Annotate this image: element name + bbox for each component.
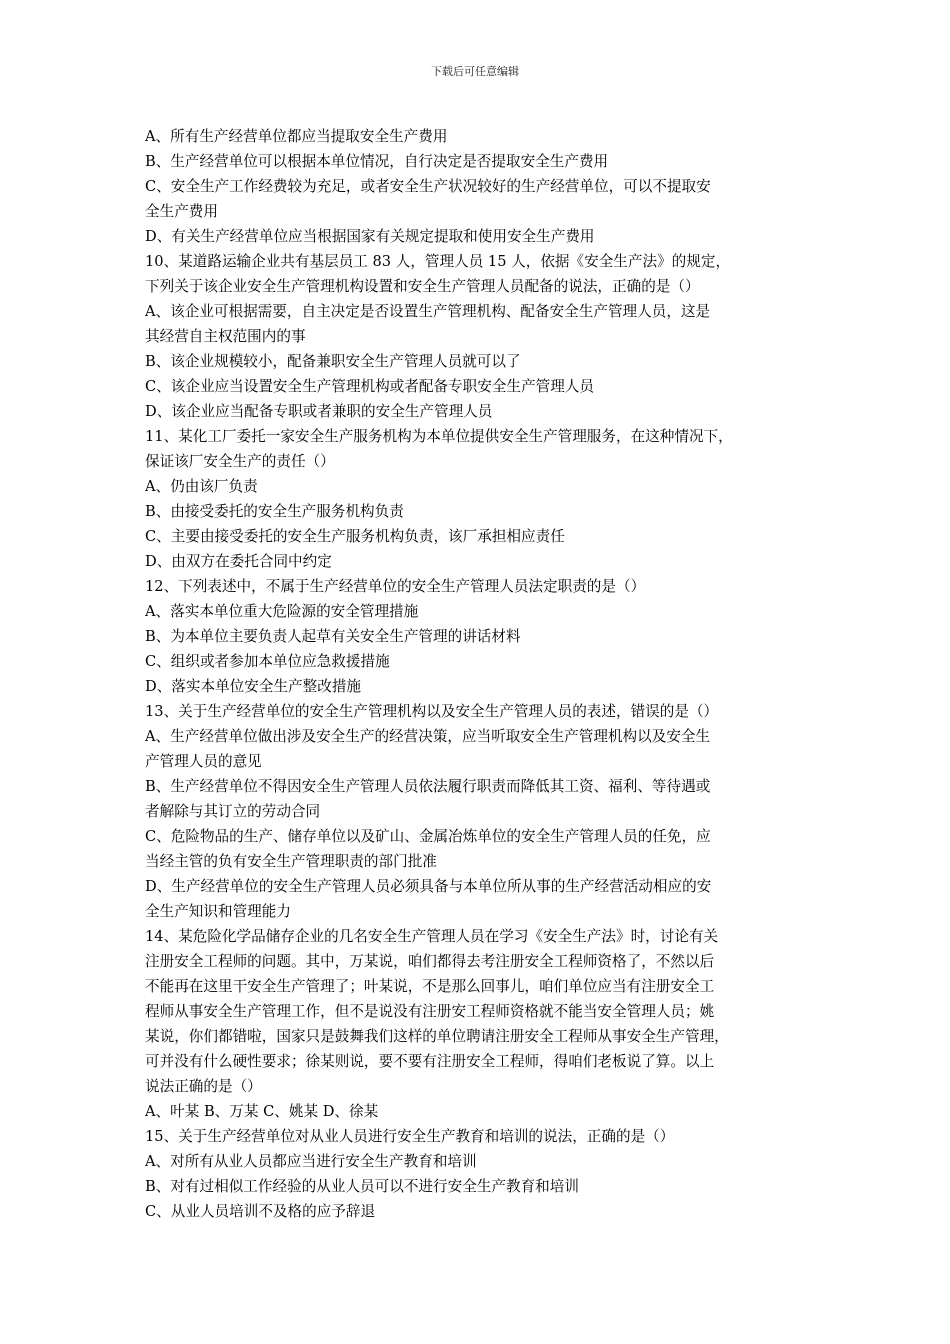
page-header: 下载后可任意编辑	[431, 65, 519, 78]
text-line: D、落实本单位安全生产整改措施	[145, 678, 362, 695]
text-line: 11、某化工厂委托一家安全生产服务机构为本单位提供安全生产管理服务，在这种情况下，	[145, 428, 733, 445]
text-line: 说法正确的是（）	[145, 1078, 262, 1095]
text-line: B、为本单位主要负责人起草有关安全生产管理的讲话材料	[145, 628, 521, 645]
text-line: D、生产经营单位的安全生产管理人员必须具备与本单位所从事的生产经营活动相应的安	[145, 878, 712, 895]
text-line: 某说，你们都错啦，国家只是鼓舞我们这样的单位聘请注册安全工程师从事安全生产管理，	[145, 1028, 729, 1045]
text-line: B、该企业规模较小，配备兼职安全生产管理人员就可以了	[145, 353, 521, 370]
text-line: C、安全生产工作经费较为充足，或者安全生产状况较好的生产经营单位，可以不提取安	[145, 178, 711, 195]
text-line: A、落实本单位重大危险源的安全管理措施	[145, 603, 419, 620]
text-line: 15、关于生产经营单位对从业人员进行安全生产教育和培训的说法，正确的是（）	[145, 1128, 675, 1145]
text-line: C、从业人员培训不及格的应予辞退	[145, 1203, 376, 1220]
text-line: 12、下列表述中，不属于生产经营单位的安全生产管理人员法定职责的是（）	[145, 578, 646, 595]
text-line: 全生产知识和管理能力	[145, 903, 291, 920]
text-line: A、该企业可根据需要，自主决定是否设置生产管理机构、配备安全生产管理人员，这是	[145, 303, 711, 320]
text-line: B、对有过相似工作经验的从业人员可以不进行安全生产教育和培训	[145, 1178, 579, 1195]
text-line: A、所有生产经营单位都应当提取安全生产费用	[145, 128, 448, 145]
text-line: A、叶某 B、万某 C、姚某 D、徐某	[145, 1103, 379, 1120]
text-line: A、仍由该厂负责	[145, 478, 258, 495]
text-line: 可并没有什么硬性要求；徐某则说，要不要有注册安全工程师，得咱们老板说了算。以上	[145, 1053, 715, 1070]
text-line: A、对所有从业人员都应当进行安全生产教育和培训	[145, 1153, 477, 1170]
text-line: C、该企业应当设置安全生产管理机构或者配备专职安全生产管理人员	[145, 378, 594, 395]
text-line: B、生产经营单位不得因安全生产管理人员依法履行职责而降低其工资、福利、等待遇或	[145, 778, 711, 795]
text-line: 保证该厂安全生产的责任（）	[145, 453, 335, 470]
text-line: C、危险物品的生产、储存单位以及矿山、金属冶炼单位的安全生产管理人员的任免，应	[145, 828, 711, 845]
text-line: 当经主管的负有安全生产管理职责的部门批准	[145, 853, 437, 870]
text-line: 其经营自主权范围内的事	[145, 328, 306, 345]
text-line: D、该企业应当配备专职或者兼职的安全生产管理人员	[145, 403, 493, 420]
text-line: 14、某危险化学品储存企业的几名安全生产管理人员在学习《安全生产法》时，讨论有关	[145, 928, 719, 945]
text-line: C、组织或者参加本单位应急救援措施	[145, 653, 390, 670]
text-line: 不能再在这里干安全生产管理了；叶某说，不是那么回事儿，咱们单位应当有注册安全工	[145, 978, 715, 995]
text-line: A、生产经营单位做出涉及安全生产的经营决策，应当听取安全生产管理机构以及安全生	[145, 728, 711, 745]
text-line: D、有关生产经营单位应当根据国家有关规定提取和使用安全生产费用	[145, 228, 595, 245]
text-line: 13、关于生产经营单位的安全生产管理机构以及安全生产管理人员的表述，错误的是（）	[145, 703, 719, 720]
text-line: B、由接受委托的安全生产服务机构负责	[145, 503, 404, 520]
text-line: 者解除与其订立的劳动合同	[145, 803, 321, 820]
text-line: 注册安全工程师的问题。其中，万某说，咱们都得去考注册安全工程师资格了，不然以后	[145, 953, 715, 970]
text-line: 10、某道路运输企业共有基层员工 83 人，管理人员 15 人，依据《安全生产法》的规定，	[145, 253, 731, 270]
text-line: 全生产费用	[145, 203, 218, 220]
text-line: 程师从事安全生产管理工作，但不是说没有注册安工程师资格就不能当安全管理人员；姚	[145, 1003, 715, 1020]
text-line: C、主要由接受委托的安全生产服务机构负责，该厂承担相应责任	[145, 528, 565, 545]
text-line: D、由双方在委托合同中约定	[145, 553, 332, 570]
document-body	[145, 124, 813, 1224]
text-line: 产管理人员的意见	[145, 753, 262, 770]
text-line: B、生产经营单位可以根据本单位情况，自行决定是否提取安全生产费用	[145, 153, 609, 170]
text-line: 下列关于该企业安全生产管理机构设置和安全生产管理人员配备的说法，正确的是（）	[145, 278, 700, 295]
